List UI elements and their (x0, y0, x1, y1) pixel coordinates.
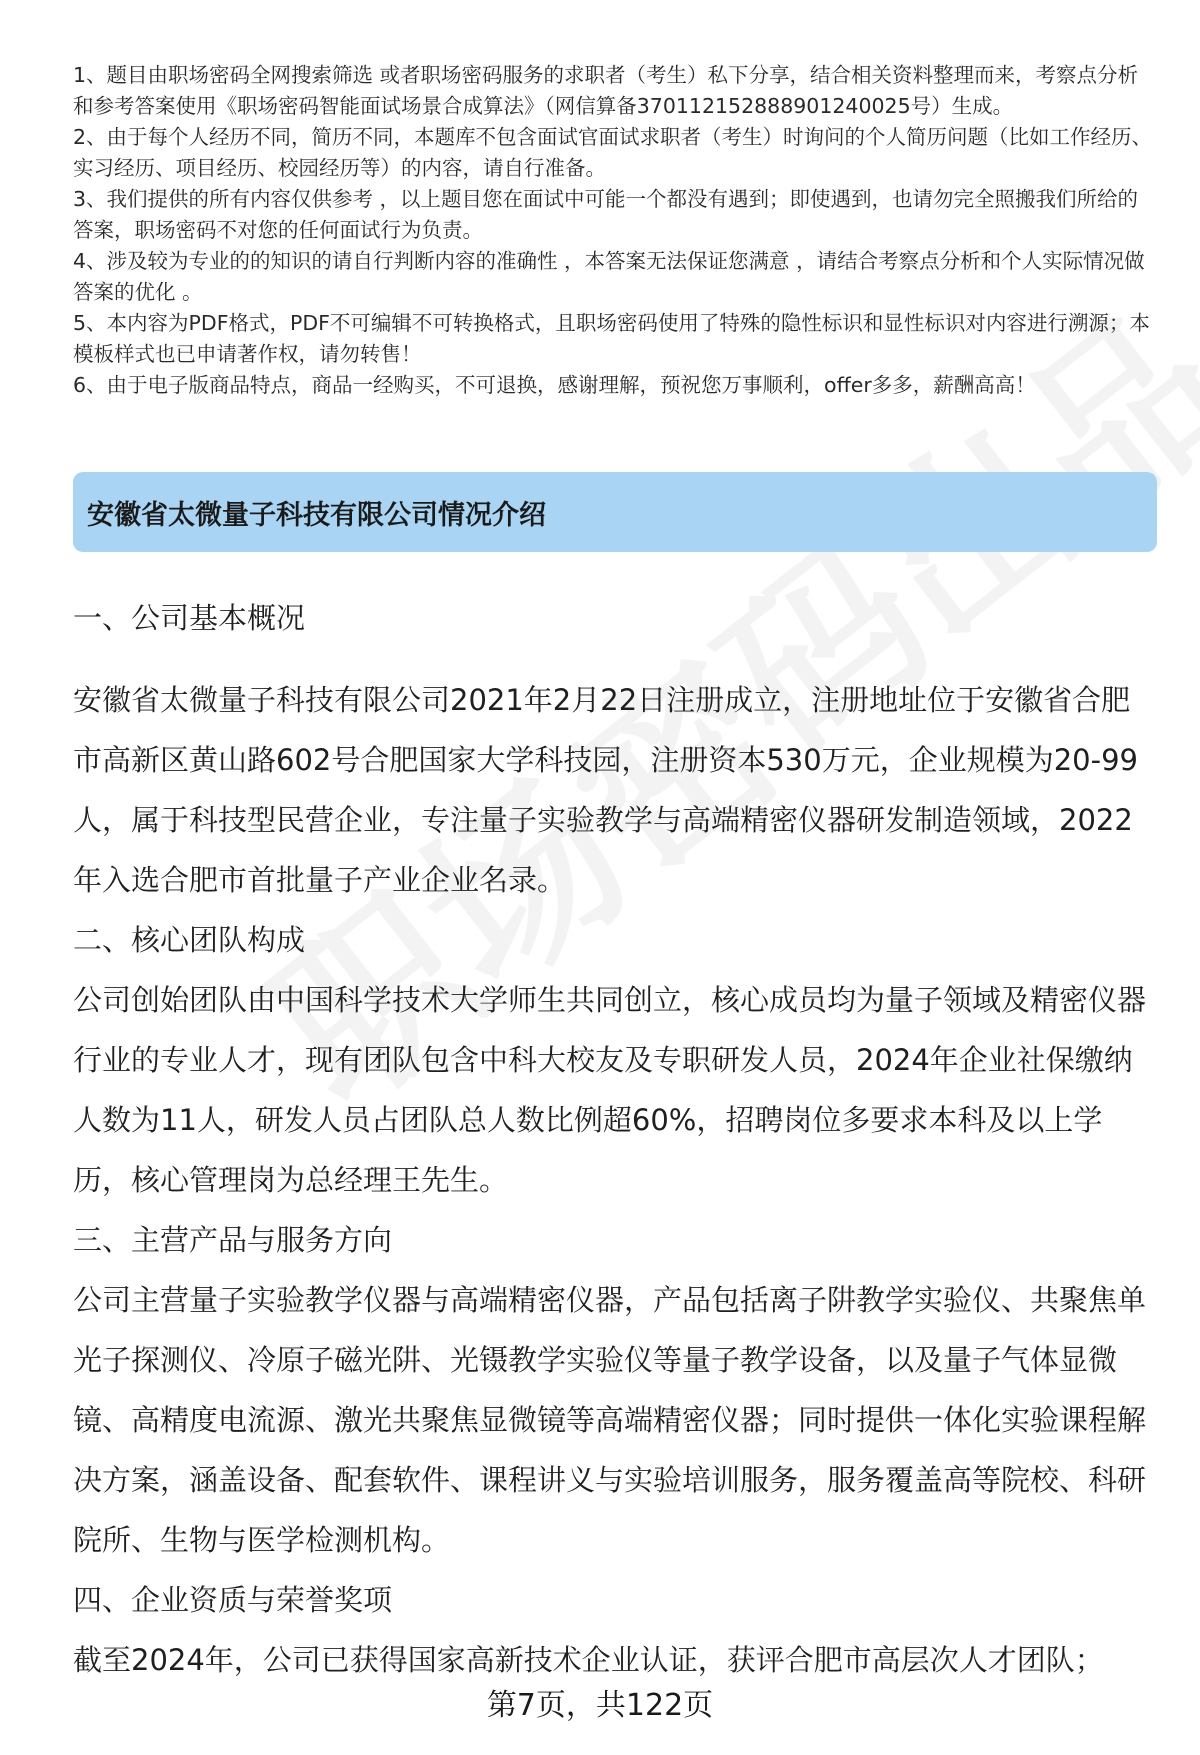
section-body-products: 公司主营量子实验教学仪器与高端精密仪器，产品包括离子阱教学实验仪、共聚焦单光子探测仪、冷原子磁光阱、光镊教学实验仪等量子教学设备，以及量子气体显微镜、高精度电流源、激光共聚焦显微镜等高端精密仪器；同时提供一体化实验课程解决方案，涵盖设备、配套软件、课程讲义与实验培训服务，服务覆盖高等院校、科研院所、生物与医学检测机构。 (73, 1283, 1147, 1557)
section-body-qualifications: 截至2024年，公司已获得国家高新技术企业认证，获评合肥市高层次人才团队； (73, 1643, 1104, 1677)
section-heading-overview: 一、公司基本概况 (73, 601, 306, 635)
section-heading-products: 三、主营产品与服务方向 (73, 1223, 393, 1257)
note-1: 1、题目由职场密码全网搜索筛选 或者职场密码服务的求职者（考生）私下分享，结合相关资料整理而来，考察点分析和参考答案使用《职场密码智能面试场景合成算法》（网信算备370112152888901240025号）生成。 (73, 63, 1139, 118)
note-2: 2、由于每个人经历不同，简历不同，本题库不包含面试官面试求职者（考生）时询问的个人简历问题（比如工作经历、实习经历、项目经历、校园经历等）的内容，请自行准备。 (73, 125, 1153, 180)
section-heading-qualifications: 四、企业资质与荣誉奖项 (73, 1583, 393, 1617)
note-5: 5、本内容为PDF格式，PDF不可编辑不可转换格式，且职场密码使用了特殊的隐性标识和显性标识对内容进行溯源；本模板样式也已申请著作权，请勿转售！ (73, 311, 1150, 366)
section-body-overview: 安徽省太微量子科技有限公司2021年2月22日注册成立，注册地址位于安徽省合肥市高新区黄山路602号合肥国家大学科技园，注册资本530万元，企业规模为20-99人，属于科技型民营企业，专注量子实验教学与高端精密仪器研发制造领域，2022年入选合肥市首批量子产业企业名录。 (73, 683, 1138, 897)
note-4: 4、涉及较为专业的的知识的请自行判断内容的准确性 ，本答案无法保证您满意 ，请结合考察点分析和个人实际情况做答案的优化 。 (73, 249, 1145, 304)
section-heading-team: 二、核心团队构成 (73, 923, 306, 957)
page-number: 第7页，共122页 (486, 1688, 714, 1723)
note-6: 6、由于电子版商品特点，商品一经购买，不可退换，感谢理解，预祝您万事顺利，offer多多，薪酬高高！ (73, 373, 1036, 397)
disclaimer-notes (73, 60, 1158, 401)
main-content (73, 588, 1158, 1690)
note-3: 3、我们提供的所有内容仅供参考 ，以上题目您在面试中可能一个都没有遇到；即使遇到，也请勿完全照搬我们所给的答案，职场密码不对您的任何面试行为负责。 (73, 187, 1139, 242)
page-title: 安徽省太微量子科技有限公司情况介绍 (87, 499, 546, 531)
section-body-team: 公司创始团队由中国科学技术大学师生共同创立，核心成员均为量子领域及精密仪器行业的专业人才，现有团队包含中科大校友及专职研发人员，2024年企业社保缴纳人数为11人，研发人员占团队总人数比例超60%，招聘岗位多要求本科及以上学历，核心管理岗为总经理王先生。 (73, 983, 1147, 1197)
title-banner (73, 472, 1157, 552)
